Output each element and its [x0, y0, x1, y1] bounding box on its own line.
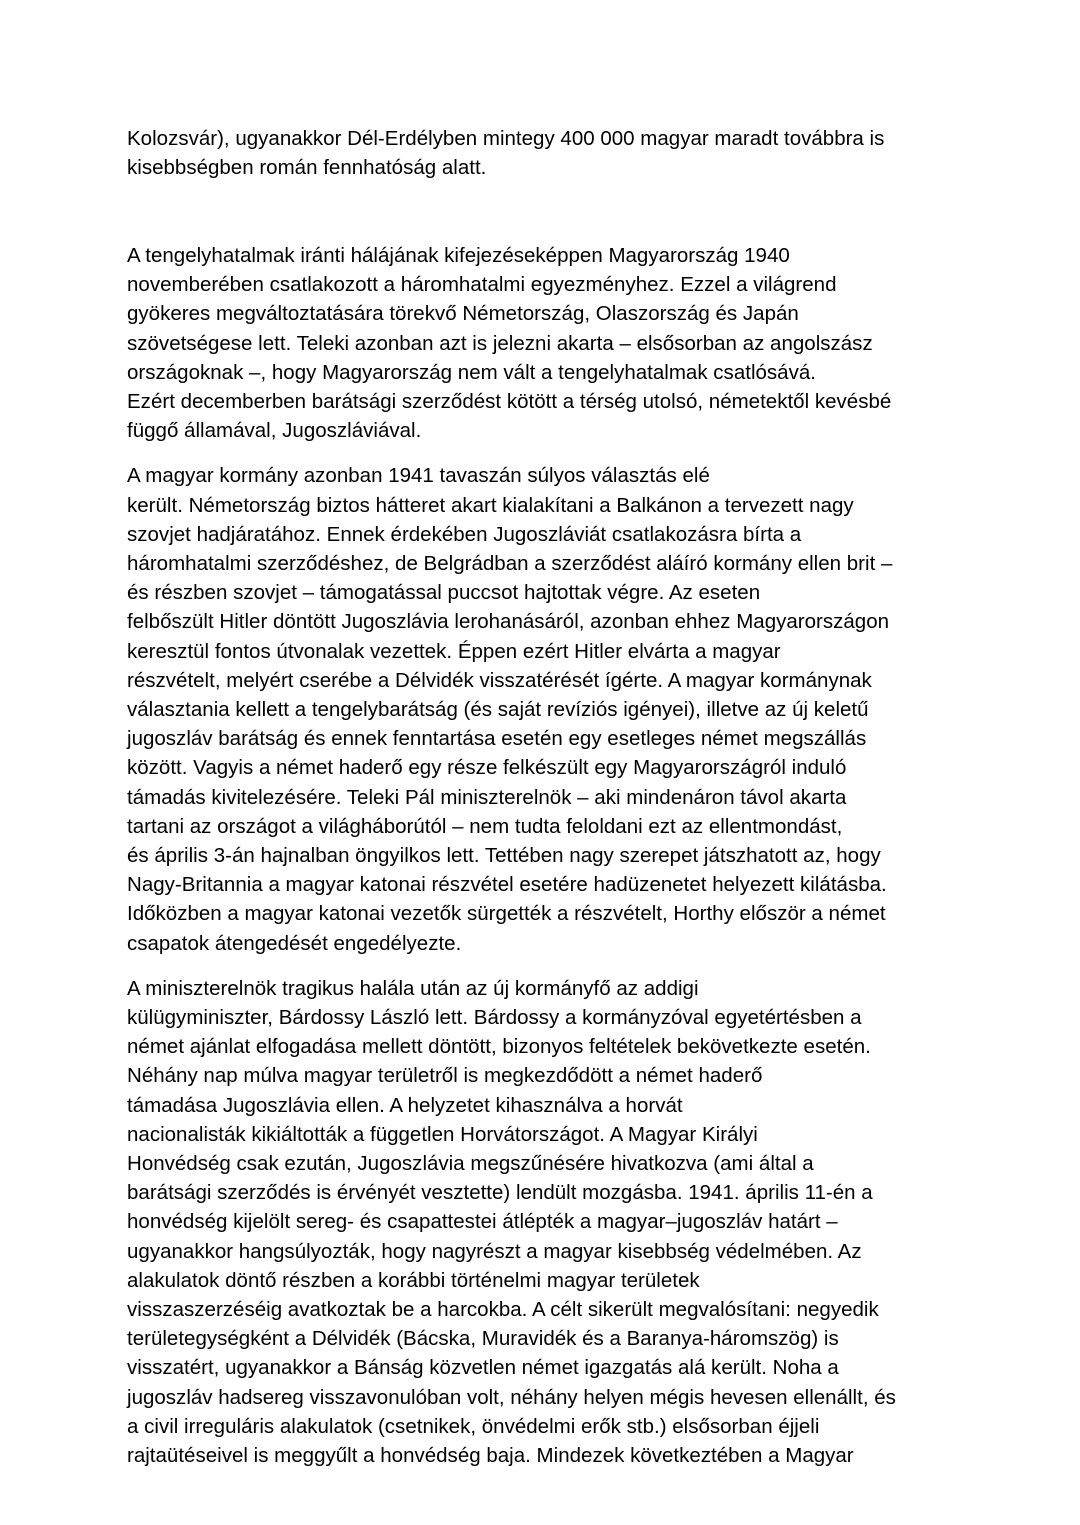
text-line: felbőszült Hitler döntött Jugoszlávia lerohanásáról, azonban ehhez Magyarországon — [127, 610, 890, 634]
text-line: alakulatok döntő részben a korábbi történelmi magyar területek — [127, 1268, 700, 1292]
text-line: csapatok átengedését engedélyezte. — [127, 931, 462, 955]
text-line: ugyanakkor hangsúlyozták, hogy nagyrészt a magyar kisebbség védelmében. Az — [127, 1239, 862, 1263]
document-text-body — [127, 124, 935, 1470]
text-line: visszaszerzéséig avatkoztak be a harcokba. A célt sikerült megvalósítani: negyedik — [127, 1298, 879, 1322]
text-line: támadás kivitelezésére. Teleki Pál miniszterelnök – aki mindenáron távol akarta — [127, 785, 847, 809]
text-line: honvédség kijelölt sereg- és csapattestei átlépték a magyar–jugoszláv határt – — [127, 1210, 838, 1234]
text-line: Időközben a magyar katonai vezetők sürgették a részvételt, Horthy először a német — [127, 902, 886, 926]
text-line: jugoszláv hadsereg visszavonulóban volt, néhány helyen mégis hevesen ellenállt, és — [127, 1385, 896, 1409]
text-line: függő államával, Jugoszláviával. — [127, 419, 422, 443]
text-line: tartani az országot a világháborútól – nem tudta feloldani ezt az ellentmondást, — [127, 814, 843, 838]
text-line: rajtaütéseivel is meggyűlt a honvédség baja. Mindezek következtében a Magyar — [127, 1444, 854, 1468]
text-line: német ajánlat elfogadása mellett döntött, bizonyos feltételek bekövetkezte esetén. — [127, 1035, 871, 1059]
text-line: Nagy-Britannia a magyar katonai részvétel esetére hadüzenetet helyezett kilátásba. — [127, 873, 887, 897]
text-line: visszatért, ugyanakkor a Bánság közvetlen német igazgatás alá került. Noha a — [127, 1356, 839, 1380]
text-line: támadása Jugoszlávia ellen. A helyzetet kihasználva a horvát — [127, 1093, 683, 1117]
text-line: A miniszterelnök tragikus halála után az új kormányfő az addigi — [127, 976, 699, 1000]
text-line: között. Vagyis a német haderő egy része felkészült egy Magyarországról induló — [127, 756, 847, 780]
text-line: barátsági szerződés is érvényét vesztette) lendült mozgásba. 1941. április 11-én a — [127, 1181, 873, 1205]
text-line: Honvédség csak ezután, Jugoszlávia megszűnésére hivatkozva (ami által a — [127, 1152, 814, 1175]
text-line: került. Németország biztos hátteret akart kialakítani a Balkánon a tervezett nagy — [127, 493, 854, 517]
text-line: országoknak –, hogy Magyarország nem vált a tengelyhatalmak csatlósává. — [127, 360, 816, 384]
text-line: novemberében csatlakozott a háromhatalmi egyezményhez. Ezzel a világrend — [127, 273, 837, 297]
text-line: Kolozsvár), ugyanakkor Dél-Erdélyben mintegy 400 000 magyar maradt továbbra is — [127, 127, 885, 150]
paragraph — [127, 241, 935, 445]
text-line: háromhatalmi szerződéshez, de Belgrádban a szerződést aláíró kormány ellen brit – — [127, 551, 893, 575]
paragraph — [127, 124, 935, 182]
text-line: választania kellett a tengelybarátság (és saját revíziós igényei), illetve az új keletű — [127, 697, 869, 721]
text-line: gyökeres megváltoztatására törekvő Németország, Olaszország és Japán — [127, 302, 799, 326]
text-line: és április 3-án hajnalban öngyilkos lett. Tettében nagy szerepet játszhatott az, hogy — [127, 843, 881, 867]
text-line: nacionalisták kikiáltották a független Horvátországot. A Magyar Királyi — [127, 1122, 758, 1146]
text-line: jugoszláv barátság és ennek fenntartása esetén egy esetleges német megszállás — [127, 727, 867, 751]
text-line: A tengelyhatalmak iránti hálájának kifejezéseképpen Magyarország 1940 — [127, 243, 790, 267]
text-line: A magyar kormány azonban 1941 tavaszán súlyos választás elé — [127, 464, 710, 488]
paragraph — [127, 974, 935, 1470]
text-line: szovjet hadjáratához. Ennek érdekében Jugoszláviát csatlakozásra bírta a — [127, 522, 802, 546]
text-line: kisebbségben román fennhatóság alatt. — [127, 156, 487, 180]
text-line: és részben szovjet – támogatással puccsot hajtottak végre. Az eseten — [127, 581, 761, 605]
text-line: a civil irreguláris alakulatok (csetnikek, önvédelmi erők stb.) elsősorban éjjeli — [127, 1414, 820, 1438]
text-line: részvételt, melyért cserébe a Délvidék visszatérését ígérte. A magyar kormánynak — [127, 668, 872, 692]
text-line: Ezért decemberben barátsági szerződést kötött a térség utolsó, németektől kevésbé — [127, 389, 892, 413]
paragraph — [127, 461, 935, 957]
text-line: területegységként a Délvidék (Bácska, Muravidék és a Baranya-háromszög) is — [127, 1327, 839, 1351]
text-line: szövetségese lett. Teleki azonban azt is jelezni akarta – elsősorban az angolszász — [127, 331, 873, 355]
text-line: külügyminiszter, Bárdossy László lett. Bárdossy a kormányzóval egyetértésben a — [127, 1005, 862, 1029]
text-line: Néhány nap múlva magyar területről is megkezdődött a német haderő — [127, 1064, 763, 1088]
text-line: keresztül fontos útvonalak vezettek. Éppen ezért Hitler elvárta a magyar — [127, 639, 781, 663]
